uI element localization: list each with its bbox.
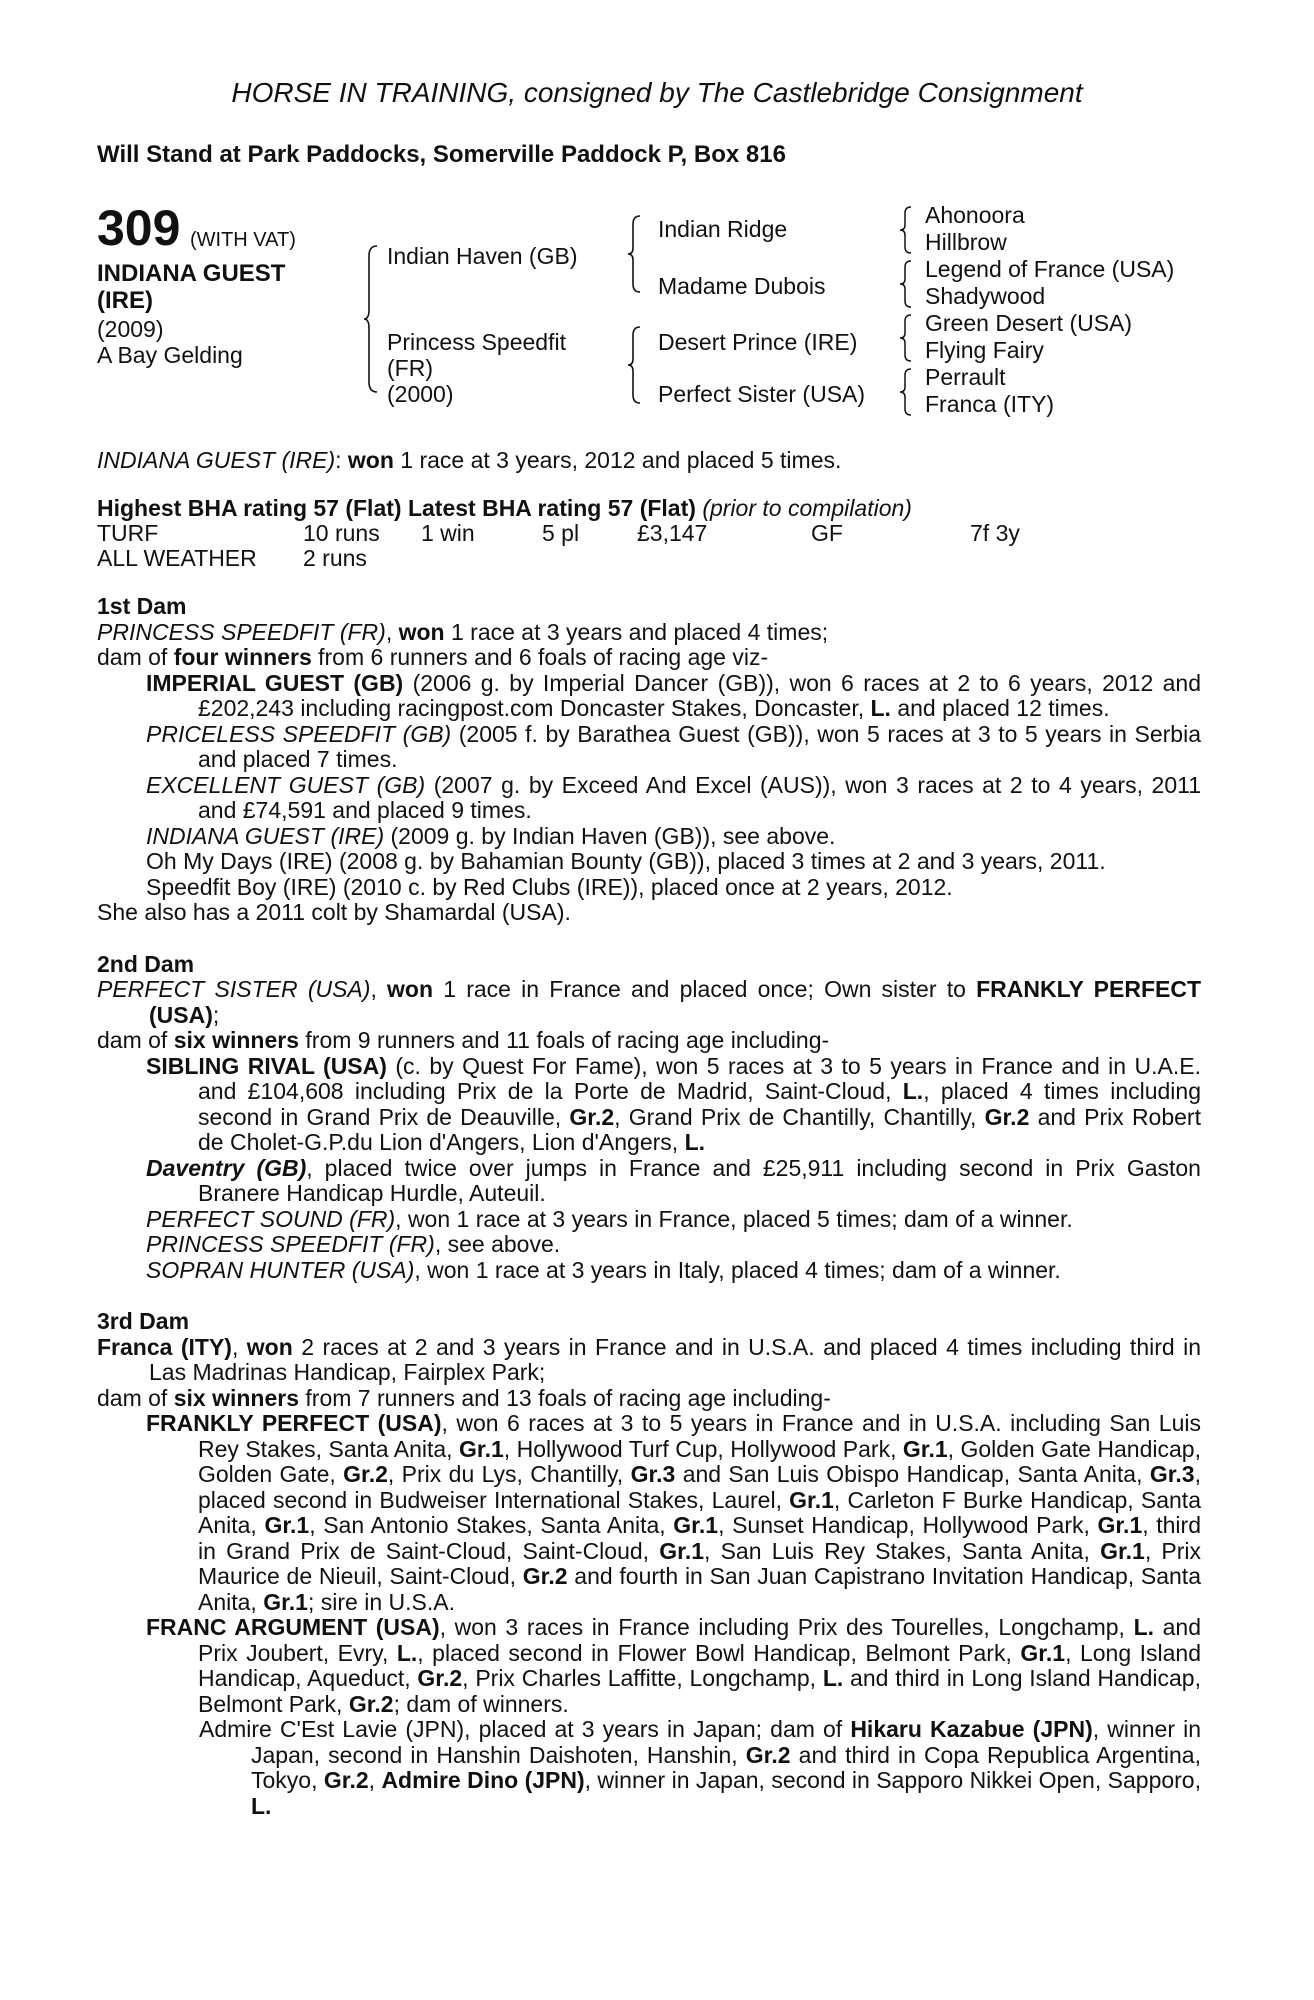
pedigree-g3: Legend of France (USA) [925, 256, 1175, 282]
produce-entry: Oh My Days (IRE) (2008 g. by Bahamian Bounty (GB)), placed 3 times at 2 and 3 years, 2011. [146, 848, 1106, 874]
third-dam-section [97, 1309, 1201, 1819]
pedigree-g8: Franca (ITY) [925, 391, 1055, 417]
vat-label: (WITH VAT) [190, 229, 296, 251]
produce-entry: FRANC ARGUMENT (USA), won 3 races in France including Prix des Tourelles, Longchamp, L. and Prix Joubert, Evry, L., placed second in Flower Bowl Handicap, Belmont Park, Gr.1, Long Island Handicap, Aqueduct, Gr.2, Prix Charles Laffitte, Longchamp, L. and third in Long Island Handicap, Belmont Park, Gr.2; dam of winners. [146, 1614, 1202, 1717]
record-turf-earnings: £3,147 [637, 520, 708, 546]
third-dam-record: Franca (ITY), won 2 races at 2 and 3 years in France and in U.S.A. and placed 4 times including third in Las Madrinas Handicap, Fairplex Park; [97, 1333, 1202, 1385]
produce-entry: SIBLING RIVAL (USA) (c. by Quest For Fame), won 5 races at 3 to 5 years in France and in U.A.E. and £104,608 including Prix de la Porte de Madrid, Saint-Cloud, L., placed 4 times including second in Grand Prix de Deauville, Gr.2, Grand Prix de Chantilly, Chantilly, Gr.2 and Prix Robert de Cholet-G.P.du Lion d'Angers, Lion d'Angers, L. [146, 1052, 1201, 1155]
second-dam-record: PERFECT SISTER (USA), won 1 race in France and placed once; Own sister to FRANKLY PERFECT (USA); [97, 976, 1202, 1028]
race-summary: INDIANA GUEST (IRE): won 1 race at 3 years, 2012 and placed 5 times. [97, 447, 842, 473]
horse-year: (2009) [97, 316, 164, 342]
produce-entry: PRINCESS SPEEDFIT (FR), see above. [146, 1231, 561, 1257]
catalogue-body [97, 448, 1201, 1819]
pedigree-g6: Flying Fairy [925, 337, 1044, 363]
pedigree-brace-main [364, 244, 380, 394]
produce-entry: PERFECT SOUND (FR), won 1 race at 3 years in France, placed 5 times; dam of a winner. [146, 1205, 1073, 1232]
lot-number: 309 [97, 200, 181, 256]
pedigree-g7: Perrault [925, 364, 1006, 390]
record-turf-surface: TURF [97, 520, 159, 546]
horse-description: A Bay Gelding [97, 342, 243, 368]
produce-entry: INDIANA GUEST (IRE) (2009 g. by Indian Haven (GB)), see above. [146, 822, 836, 849]
race-record-table [97, 521, 1201, 572]
pedigree-sire-dam: Madame Dubois [658, 273, 826, 299]
produce-entry: EXCELLENT GUEST (GB) (2007 g. by Exceed And Excel (AUS)), won 3 races at 2 to 4 years, 2011 and £74,591 and placed 9 times. [146, 771, 1201, 823]
first-dam-additional: She also has a 2011 colt by Shamardal (USA). [97, 899, 571, 925]
pedigree-brace-sire [628, 214, 642, 294]
pedigree-brace-g1 [900, 205, 912, 255]
pedigree-g4: Shadywood [925, 283, 1046, 309]
pedigree-sire-sire: Indian Ridge [658, 216, 788, 242]
third-dam-heading: 3rd Dam [97, 1308, 190, 1334]
pedigree-g2: Hillbrow [925, 229, 1007, 255]
record-turf-distance: 7f 3y [970, 520, 1020, 546]
catalogue-header: HORSE IN TRAINING, consigned by The Castlebridge Consignment [231, 77, 1083, 108]
third-dam-produce-summary: dam of six winners from 7 runners and 13 foals of racing age including- [97, 1384, 831, 1411]
pedigree-g5: Green Desert (USA) [925, 310, 1133, 336]
record-aw-runs: 2 runs [303, 545, 367, 571]
pedigree-g1: Ahonoora [925, 202, 1025, 228]
second-dam-produce-summary: dam of six winners from 9 runners and 11 foals of racing age including- [97, 1027, 830, 1053]
pedigree-dam-dam: Perfect Sister (USA) [658, 381, 866, 407]
record-turf-placed: 5 pl [542, 520, 580, 546]
pedigree-sire: Indian Haven (GB) [387, 243, 578, 269]
pedigree-brace-g4 [900, 367, 912, 417]
first-dam-record: PRINCESS SPEEDFIT (FR), won 1 race at 3 years and placed 4 times; [97, 618, 829, 645]
produce-entry: FRANKLY PERFECT (USA), won 6 races at 3 to 5 years in France and in U.S.A. including San Luis Rey Stakes, Santa Anita, Gr.1, Hollywood Turf Cup, Hollywood Park, Gr.1, Golden Gate Handicap, Golden Gate, Gr.2, Prix du Lys, Chantilly, Gr.3 and San Luis Obispo Handicap, Santa Anita, Gr.3, placed second in Budweiser International Stakes, Laurel, Gr.1, Carleton F Burke Handicap, Santa Anita, Gr.1, San Antonio Stakes, Santa Anita, Gr.1, Sunset Handicap, Hollywood Park, Gr.1, third in Grand Prix de Saint-Cloud, Saint-Cloud, Gr.1, San Luis Rey Stakes, Santa Anita, Gr.1, Prix Maurice de Nieuil, Saint-Cloud, Gr.2 and fourth in San Juan Capistrano Invitation Handicap, Santa Anita, Gr.1; sire in U.S.A. [146, 1410, 1202, 1615]
pedigree-dam-line2: (FR) [387, 355, 433, 381]
pedigree-dam-sire: Desert Prince (IRE) [658, 329, 858, 355]
record-turf-going: GF [811, 520, 843, 546]
pedigree-dam-line1: Princess Speedfit [387, 329, 566, 355]
produce-entry: SOPRAN HUNTER (USA), won 1 race at 3 years in Italy, placed 4 times; dam of a winner. [146, 1256, 1061, 1283]
produce-entry: Admire C'Est Lavie (JPN), placed at 3 years in Japan; dam of Hikaru Kazabue (JPN), winner in Japan, second in Hanshin Daishoten, Hanshin, Gr.2 and third in Copa Republica Argentina, Tokyo, Gr.2, Admire Dino (JPN), winner in Japan, second in Sapporo Nikkei Open, Sapporo, L. [199, 1716, 1201, 1819]
first-dam-section [97, 594, 1201, 926]
pedigree-brace-g3 [900, 313, 912, 363]
record-aw-surface: ALL WEATHER [97, 545, 257, 571]
pedigree-dam-line3: (2000) [387, 381, 454, 407]
bha-rating: Highest BHA rating 57 (Flat) Latest BHA rating 57 (Flat) (prior to compilation) [97, 494, 912, 521]
second-dam-heading: 2nd Dam [97, 950, 195, 977]
horse-name: INDIANA GUEST (IRE) [97, 260, 286, 314]
pedigree-brace-dam [628, 325, 642, 405]
pedigree-brace-g2 [900, 259, 912, 309]
produce-entry: Daventry (GB), placed twice over jumps in France and £25,911 including second in Prix Gaston Branere Handicap Hurdle, Auteuil. [146, 1154, 1201, 1206]
record-turf-runs: 10 runs [303, 520, 380, 546]
produce-entry: PRICELESS SPEEDFIT (GB) (2005 f. by Barathea Guest (GB)), won 5 races at 3 to 5 years in Serbia and placed 7 times. [146, 720, 1201, 772]
produce-entry: Speedfit Boy (IRE) (2010 c. by Red Clubs (IRE)), placed once at 2 years, 2012. [146, 873, 953, 900]
second-dam-section [97, 952, 1201, 1284]
stand-location: Will Stand at Park Paddocks, Somerville Paddock P, Box 816 [97, 141, 786, 168]
record-turf-wins: 1 win [421, 520, 475, 546]
first-dam-produce-summary: dam of four winners from 6 runners and 6 foals of racing age viz- [97, 644, 769, 670]
first-dam-heading: 1st Dam [97, 593, 187, 619]
produce-entry: IMPERIAL GUEST (GB) (2006 g. by Imperial Dancer (GB)), won 6 races at 2 to 6 years, 2012 and £202,243 including racingpost.com Doncaster Stakes, Doncaster, L. and placed 12 times. [146, 669, 1201, 721]
